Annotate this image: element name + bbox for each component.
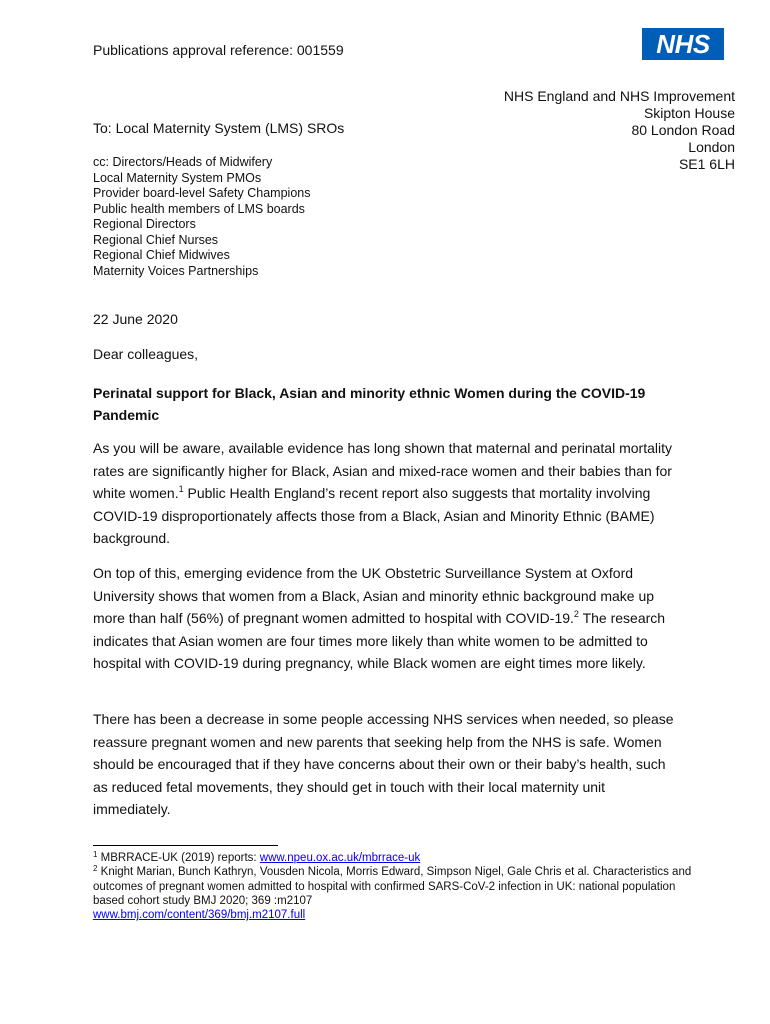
- nhs-logo: [642, 28, 724, 60]
- paragraph-text: On top of this, emerging evidence from the UK Obstetric Surveillance System at Oxford University shows that women from a Black, Asian and minority ethnic background make up more than half (56%) of pregnant women admitted to hospital with COVID-19.: [93, 565, 655, 626]
- letter-date: 22 June 2020: [93, 311, 178, 327]
- paragraph-text: The research indicates that Asian women are four times more likely than white women to be admitted to hospital with COVID-19 during pregnancy, while Black women are eight times more likely.: [93, 610, 666, 671]
- footnote-divider: [93, 845, 278, 846]
- address-line: 80 London Road: [631, 122, 735, 138]
- paragraph-text: As you will be aware, available evidence has long shown that maternal and perinatal mortality rates are significantly higher for Black, Asian and mixed-race women and their babies than for white women.: [93, 440, 672, 501]
- cc-item: cc: Directors/Heads of Midwifery: [93, 155, 273, 169]
- address-line: London: [688, 139, 735, 155]
- footnote-ref: 1: [178, 484, 184, 494]
- address-line: SE1 6LH: [678, 156, 735, 172]
- paragraph-1: [93, 437, 683, 550]
- cc-item: Regional Directors: [93, 217, 196, 231]
- recipient-to: To: Local Maternity System (LMS) SROs: [93, 120, 345, 136]
- cc-item: Local Maternity System PMOs: [93, 170, 262, 185]
- nhs-logo-text: NHS: [656, 29, 710, 59]
- footnote-1: [93, 851, 703, 865]
- letter-subject: Perinatal support for Black, Asian and minority ethnic Women during the COVID-19 Pandemic: [93, 385, 646, 423]
- salutation: Dear colleagues,: [93, 346, 199, 362]
- cc-item: Maternity Voices Partnerships: [93, 263, 259, 278]
- address-line: NHS England and NHS Improvement: [503, 88, 735, 104]
- address-line: Skipton House: [643, 105, 735, 121]
- cc-item: Provider board-level Safety Champions: [93, 186, 311, 200]
- approval-reference: Publications approval reference: 001559: [93, 42, 344, 58]
- footnote-number: 2: [93, 864, 98, 874]
- cc-item: Regional Chief Midwives: [93, 248, 230, 262]
- footnote-number: 1: [93, 850, 98, 859]
- footnote-2: [93, 865, 703, 922]
- footnote-link-mbrrace[interactable]: www.npeu.ox.ac.uk/mbrrace-uk: [259, 852, 421, 864]
- footnote-ref: 2: [573, 609, 579, 619]
- paragraph-2: [93, 562, 683, 675]
- footnotes: [93, 851, 703, 922]
- recipient-cc-list: [93, 155, 310, 279]
- sender-address: [504, 88, 735, 173]
- footnote-text: MBRRACE-UK (2019) reports:: [97, 852, 260, 864]
- paragraph-text: Public Health England’s recent report also suggests that mortality involving COVID-19 disproportionately affects those from a Black, Asian and Minority Ethnic (BAME) background.: [93, 485, 655, 546]
- cc-item: Public health members of LMS boards: [93, 201, 305, 216]
- paragraph-3: There has been a decrease in some people accessing NHS services when needed, so please reassure pregnant women and new parents that seeking help from the NHS is safe. Women should be encouraged that if they have concerns about their own or their baby’s health, such as reduced fetal movements, they should get in touch with their local maternity unit immediately.: [93, 711, 674, 817]
- footnote-text: Knight Marian, Bunch Kathryn, Vousden Nicola, Morris Edward, Simpson Nigel, Gale Chris et al. Characteristics and outcomes of pregnant women admitted to hospital with confirmed SARS-CoV-2 infection in UK: national population based cohort study BMJ 2020; 369 :m2107: [93, 866, 692, 907]
- cc-item: Regional Chief Nurses: [93, 232, 219, 247]
- footnote-link-bmj[interactable]: www.bmj.com/content/369/bmj.m2107.full: [93, 909, 306, 922]
